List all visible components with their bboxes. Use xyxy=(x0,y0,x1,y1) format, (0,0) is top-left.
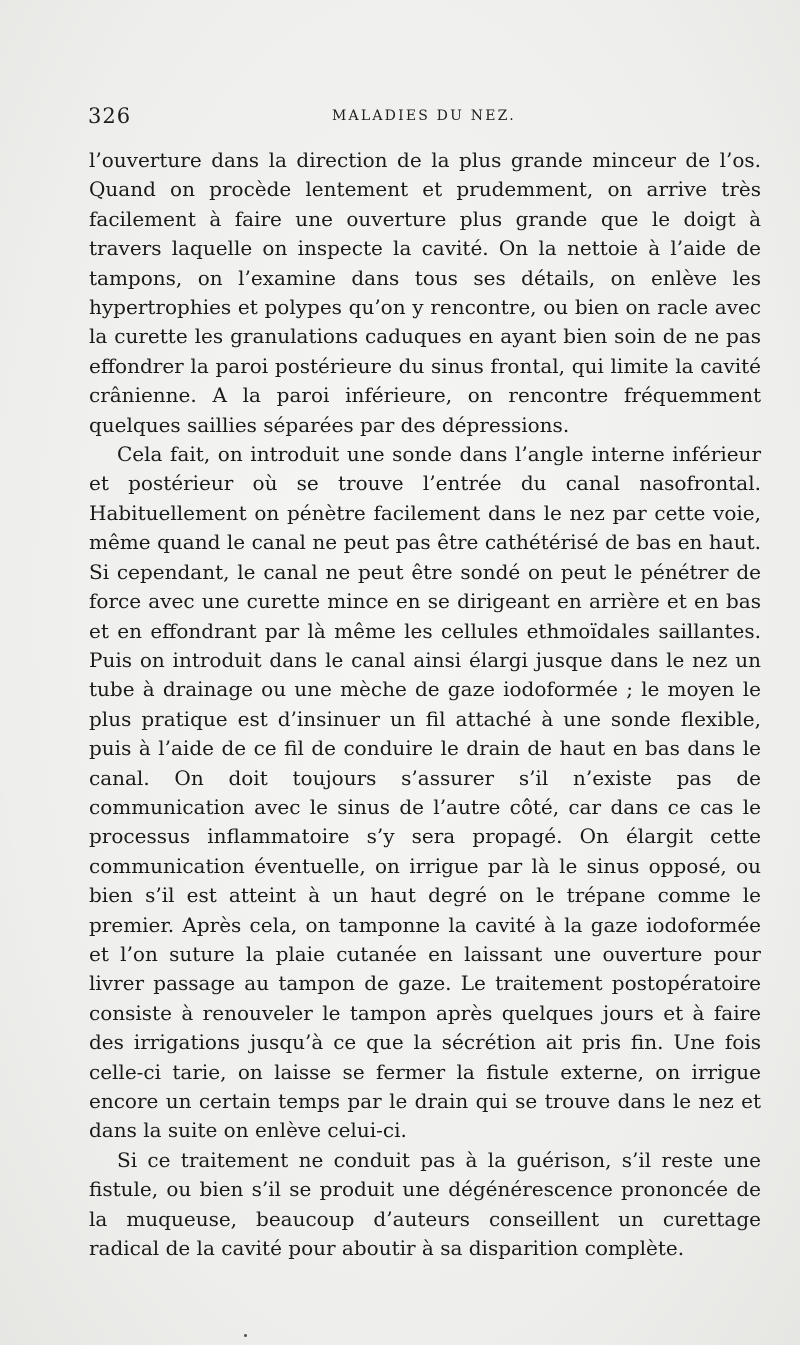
page-number: 326 xyxy=(88,104,132,128)
body-text xyxy=(89,146,761,1263)
paragraph-2: Cela fait, on introduit une sonde dans l’angle interne inférieur et postérieur où se trouve l’entrée du canal nasofrontal. Habituellement on pénètre facilement dans le nez par cette voie, même quand le canal ne peut pas être cathétérisé de bas en haut. Si cependant, le canal ne peut être sondé on peut le pénétrer de force avec une curette mince en se dirigeant en arrière et en bas et en effondrant par là même les cellules ethmoïdales saillantes. Puis on introduit dans le canal ainsi élargi jusque dans le nez un tube à drainage ou une mèche de gaze iodoformée ; le moyen le plus pratique est d’insinuer un fil attaché à une sonde flexible, puis à l’aide de ce fil de conduire le drain de haut en bas dans le canal. On doit toujours s’assurer s’il n’existe pas de communication avec le sinus de l’autre côté, car dans ce cas le processus inflammatoire s’y sera propagé. On élargit cette communication éventuelle, on irrigue par là le sinus opposé, ou bien s’il est atteint à un haut degré on le trépane comme le premier. Après cela, on tamponne la cavité à la gaze iodoformée et l’on suture la plaie cutanée en laissant une ouverture pour livrer passage au tampon de gaze. Le traitement postopératoire consiste à renouveler le tampon après quelques jours et à faire des irrigations jusqu’à ce que la sécrétion ait pris fin. Une fois celle-ci tarie, on laisse se fermer la fistule externe, on irrigue encore un certain temps par le drain qui se trouve dans le nez et dans la suite on enlève celui-ci. xyxy=(89,442,761,1143)
page-header xyxy=(88,104,760,132)
running-title: MALADIES DU NEZ. xyxy=(332,108,516,124)
print-speck xyxy=(244,1334,247,1337)
paragraph-1: l’ouverture dans la direction de la plus grande minceur de l’os. Quand on procède lentement et prudemment, on arrive très facilement à faire une ouverture plus grande que le doigt à travers laquelle on inspecte la cavité. On la nettoie à l’aide de tampons, on l’examine dans tous ses détails, on enlève les hypertrophies et polypes qu’on y rencontre, ou bien on racle avec la curette les granulations caduques en ayant bien soin de ne pas effondrer la paroi postérieure du sinus frontal, qui limite la cavité crânienne. A la paroi inférieure, on rencontre fréquemment quelques saillies séparées par des dépressions. xyxy=(89,148,761,437)
paragraph-3: Si ce traitement ne conduit pas à la guérison, s’il reste une fistule, ou bien s’il se produit une dégénérescence prononcée de la muqueuse, beaucoup d’auteurs conseillent un curettage radical de la cavité pour aboutir à sa disparition complète. xyxy=(89,1147,761,1261)
